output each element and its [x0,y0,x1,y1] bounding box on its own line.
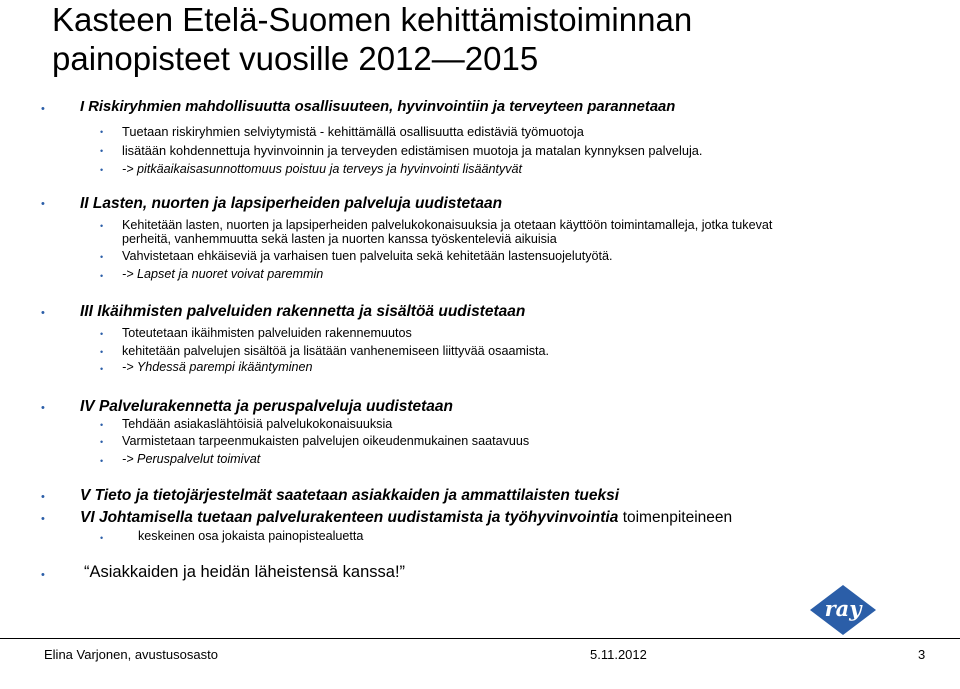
section-bullet: • [41,198,45,210]
section-heading-5: V Tieto ja tietojärjestelmät saatetaan asiakkaiden ja ammattilaisten tueksi [80,487,620,504]
item-bullet: • [100,364,104,374]
section-4-item-2: Varmistetaan tarpeenmukaisten palvelujen oikeudenmukainen saatavuus [122,434,530,448]
section-2-item-2: Vahvistetaan ehkäiseviä ja varhaisen tuen palveluita sekä kehitetään lastensuojelutyötä. [122,249,613,263]
section-2-item-3: -> Lapset ja nuoret voivat paremmin [122,267,324,281]
section-heading-3: III Ikäihmisten palveluiden rakennetta ja sisältöä uudistetaan [80,303,526,320]
logo-text: ray [824,596,862,621]
section-heading-4: IV Palvelurakennetta ja peruspalveluja uudistetaan [80,398,453,415]
section-3-item-2: kehitetään palvelujen sisältöä ja lisätään vanhenemiseen liittyvää osaamista. [122,344,550,358]
item-bullet: • [100,420,104,430]
section-heading-6-text: VI Johtamisella tuetaan palvelurakenteen uudistamista ja työhyvinvointia [80,509,619,526]
section-bullet: • [41,491,45,503]
section-bullet: • [41,307,45,319]
section-heading-1: I Riskiryhmien mahdollisuutta osallisuuteen, hyvinvointiin ja terveyteen parannetaan [80,99,676,115]
section-bullet: • [41,103,45,115]
item-bullet: • [100,437,104,447]
slide-title [52,0,932,78]
section-2-item-1: Kehitetään lasten, nuorten ja lapsiperheiden palvelukokonaisuuksia ja otetaan käyttöön toimintamalleja, jotka tukevat [122,218,773,232]
section-4-item-1: Tehdään asiakaslähtöisiä palvelukokonaisuuksia [122,417,393,431]
section-1-item-1: Tuetaan riskiryhmien selviytymistä - kehittämällä osallisuutta edistäviä työmuotoja [122,124,584,139]
item-bullet: • [100,252,104,262]
section-6-item-1: keskeinen osa jokaista painopistealuetta [138,529,364,543]
section-bullet: • [41,513,45,525]
item-bullet: • [100,533,104,543]
section-bullet: • [41,402,45,414]
title-line-2: painopisteet vuosille 2012—2015 [52,40,539,77]
section-3-item-3: -> Yhdessä parempi ikääntyminen [122,360,313,374]
item-bullet: • [100,165,104,175]
section-3-item-1: Toteutetaan ikäihmisten palveluiden rakennemuutos [122,326,412,340]
closing-text: Asiakkaiden ja heidän läheistensä kanssa! [89,563,400,581]
item-bullet: • [100,347,104,357]
item-bullet: • [100,329,104,339]
section-1-item-3: -> pitkäaikaisasunnottomuus poistuu ja terveys ja hyvinvointi lisääntyvät [122,162,523,176]
section-2-item-1-cont: perheitä, vanhemmuutta sekä lasten ja nuorten kanssa työskenteleviä aikuisia [122,232,557,246]
section-4-item-3: -> Peruspalvelut toimivat [122,452,261,466]
title-line-1: Kasteen Etelä-Suomen kehittämistoiminnan [52,1,693,38]
item-bullet: • [100,221,104,231]
item-bullet: • [100,146,104,156]
item-bullet: • [100,271,104,281]
footer-author: Elina Varjonen, avustusosasto [44,647,218,662]
section-heading-6-suffix: toimenpiteineen [622,509,733,526]
section-bullet: • [41,569,45,581]
item-bullet: • [100,127,104,137]
closing-statement: “Asiakkaiden ja heidän läheistensä kanssa!” [84,563,406,581]
footer-divider [0,638,960,639]
footer-page-number: 3 [918,647,926,662]
item-bullet: • [100,456,104,466]
footer-date: 5.11.2012 [590,647,647,662]
ray-logo [808,583,878,637]
section-heading-2: II Lasten, nuorten ja lapsiperheiden palveluja uudistetaan [80,195,503,212]
section-heading-6 [80,509,732,527]
section-1-item-2: lisätään kohdennettuja hyvinvoinnin ja terveyden edistämisen muotoja ja matalan kynnyksen palveluja. [122,143,703,158]
